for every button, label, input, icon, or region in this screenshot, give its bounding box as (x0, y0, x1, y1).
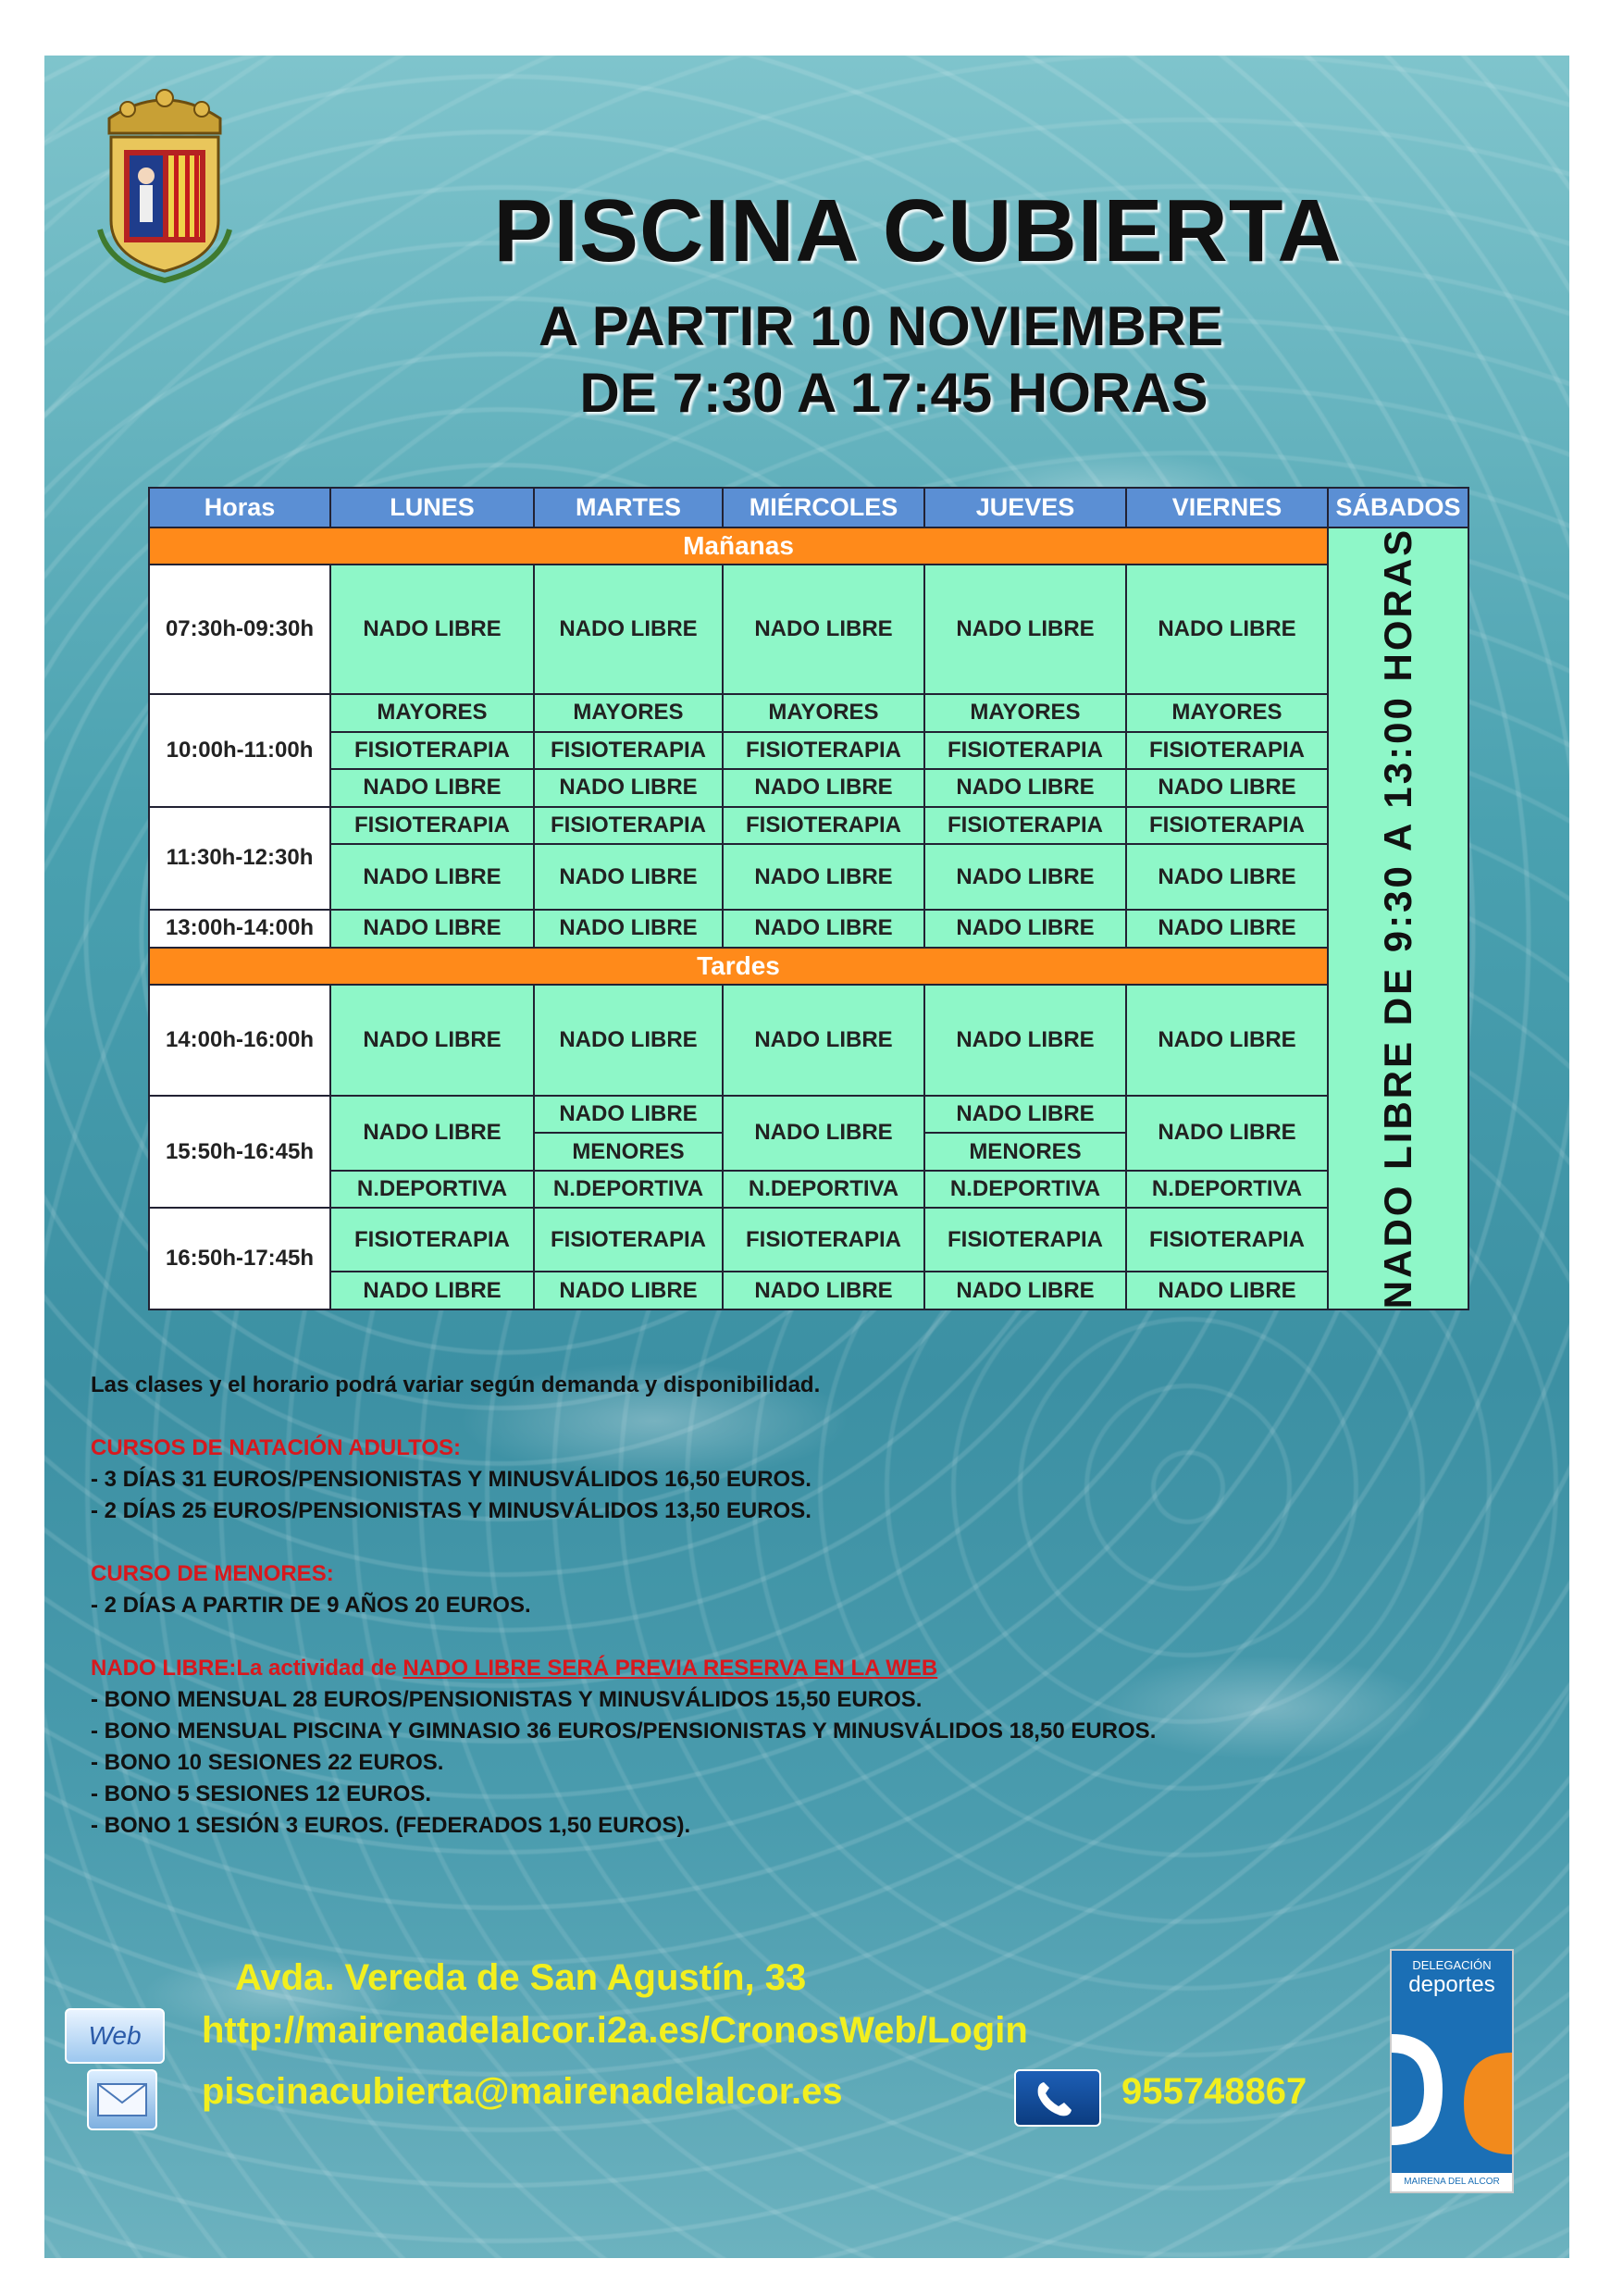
time-slot: 11:30h-12:30h (149, 807, 330, 911)
adult-courses-title: CURSOS DE NATACIÓN ADULTOS: (91, 1435, 461, 1460)
table-row (149, 1096, 1468, 1134)
activity-cell: FISIOTERAPIA (1126, 1208, 1328, 1272)
saturday-cell (1328, 527, 1468, 1309)
saturday-text: NADO LIBRE DE 9:30 A 13:00 HORAS (1376, 527, 1419, 1309)
activity-cell: NADO LIBRE (924, 769, 1126, 807)
activity-cell: NADO LIBRE (330, 985, 534, 1096)
activity-cell: N.DEPORTIVA (723, 1171, 924, 1209)
activity-cell: FISIOTERAPIA (924, 732, 1126, 770)
table-header-row (149, 488, 1468, 527)
table-row (149, 732, 1468, 770)
activity-cell: NADO LIBRE (1126, 985, 1328, 1096)
email-link[interactable]: piscinacubierta@mairenadelalcor.es (202, 2071, 843, 2112)
activity-cell: NADO LIBRE (723, 769, 924, 807)
morning-section-label: Mañanas (149, 527, 1328, 565)
activity-cell: FISIOTERAPIA (924, 807, 1126, 845)
activity-cell: NADO LIBRE (1126, 844, 1328, 910)
activity-cell: FISIOTERAPIA (534, 1208, 723, 1272)
activity-cell: FISIOTERAPIA (1126, 732, 1328, 770)
table-row (149, 910, 1468, 948)
activity-cell: NADO LIBRE (1126, 565, 1328, 694)
activity-cell: NADO LIBRE (924, 985, 1126, 1096)
activity-cell: NADO LIBRE (924, 565, 1126, 694)
activity-cell: NADO LIBRE (534, 985, 723, 1096)
activity-cell: NADO LIBRE (1126, 769, 1328, 807)
header-monday: LUNES (330, 488, 534, 527)
price-line: - BONO MENSUAL 28 EUROS/PENSIONISTAS Y MINUSVÁLIDOS 15,50 EUROS. (91, 1687, 923, 1712)
time-slot: 15:50h-16:45h (149, 1096, 330, 1209)
price-line: - BONO 10 SESIONES 22 EUROS. (91, 1750, 444, 1775)
sports-delegation-logo: DELEGACIÓN deportes MAIRENA DEL ALCOR (1390, 1949, 1514, 2193)
activity-cell: FISIOTERAPIA (924, 1208, 1126, 1272)
table-row (149, 844, 1468, 910)
activity-cell: FISIOTERAPIA (330, 807, 534, 845)
header-tuesday: MARTES (534, 488, 723, 527)
time-slot: 16:50h-17:45h (149, 1208, 330, 1309)
activity-cell: NADO LIBRE (330, 1272, 534, 1309)
activity-cell: N.DEPORTIVA (330, 1171, 534, 1209)
activity-cell: NADO LIBRE (723, 844, 924, 910)
price-line: - BONO 5 SESIONES 12 EUROS. (91, 1781, 432, 1806)
activity-cell: FISIOTERAPIA (534, 807, 723, 845)
activity-cell: MAYORES (330, 694, 534, 732)
activity-cell: FISIOTERAPIA (723, 732, 924, 770)
table-row (149, 1171, 1468, 1209)
price-line: - 3 DÍAS 31 EUROS/PENSIONISTAS Y MINUSVÁLIDOS 16,50 EUROS. (91, 1467, 812, 1492)
activity-cell: N.DEPORTIVA (1126, 1171, 1328, 1209)
logo-mark-icon (1392, 2016, 1512, 2173)
poster-background (44, 56, 1569, 2258)
envelope-icon (87, 2069, 157, 2130)
table-row (149, 694, 1468, 732)
activity-cell: MAYORES (1126, 694, 1328, 732)
header-friday: VIERNES (1126, 488, 1328, 527)
table-row (149, 1272, 1468, 1309)
activity-cell: NADO LIBRE (534, 844, 723, 910)
page-title: PISCINA CUBIERTA (493, 181, 1343, 280)
activity-cell: NADO LIBRE (723, 910, 924, 948)
website-link[interactable]: http://mairenadelalcor.i2a.es/CronosWeb/Login (202, 2010, 1028, 2051)
activity-cell: NADO LIBRE (534, 1272, 723, 1309)
schedule-table (148, 487, 1469, 1310)
activity-cell: NADO LIBRE (330, 1096, 534, 1171)
minor-courses-title: CURSO DE MENORES: (91, 1561, 334, 1586)
time-slot: 13:00h-14:00h (149, 910, 330, 948)
activity-cell: FISIOTERAPIA (330, 1208, 534, 1272)
activity-cell: MAYORES (534, 694, 723, 732)
activity-cell: FISIOTERAPIA (330, 732, 534, 770)
web-icon: Web (65, 2008, 165, 2064)
activity-cell: NADO LIBRE (1126, 1272, 1328, 1309)
activity-cell: NADO LIBRE (924, 844, 1126, 910)
activity-cell: NADO LIBRE (534, 910, 723, 948)
table-row (149, 769, 1468, 807)
activity-cell: NADO LIBRE (723, 1096, 924, 1171)
hours-subtitle: DE 7:30 A 17:45 HORAS (579, 362, 1208, 424)
activity-cell: NADO LIBRE (924, 1096, 1126, 1134)
address-text: Avda. Vereda de San Agustín, 33 (235, 1957, 807, 1998)
header-wednesday: MIÉRCOLES (723, 488, 924, 527)
activity-cell: FISIOTERAPIA (723, 1208, 924, 1272)
activity-cell: FISIOTERAPIA (1126, 807, 1328, 845)
info-section (91, 1370, 1156, 1842)
activity-cell: NADO LIBRE (1126, 1096, 1328, 1171)
reservation-note: NADO LIBRE SERÁ PREVIA RESERVA EN LA WEB (403, 1656, 938, 1681)
free-swim-title: NADO LIBRE:La actividad de NADO LIBRE SERÁ PREVIA RESERVA EN LA WEB (91, 1656, 938, 1681)
activity-cell: NADO LIBRE (924, 1272, 1126, 1309)
activity-cell: NADO LIBRE (723, 985, 924, 1096)
header-thursday: JUEVES (924, 488, 1126, 527)
activity-cell: NADO LIBRE (330, 910, 534, 948)
activity-cell: NADO LIBRE (534, 565, 723, 694)
afternoon-section-label: Tardes (149, 948, 1328, 986)
activity-cell: MENORES (924, 1133, 1126, 1171)
price-line: - 2 DÍAS 25 EUROS/PENSIONISTAS Y MINUSVÁLIDOS 13,50 EUROS. (91, 1498, 812, 1523)
phone-number: 955748867 (1121, 2071, 1307, 2112)
activity-cell: FISIOTERAPIA (723, 807, 924, 845)
table-row (149, 807, 1468, 845)
activity-cell: NADO LIBRE (534, 769, 723, 807)
activity-cell: MAYORES (924, 694, 1126, 732)
time-slot: 07:30h-09:30h (149, 565, 330, 694)
schedule-note: Las clases y el horario podrá variar según demanda y disponibilidad. (91, 1372, 821, 1397)
time-slot: 14:00h-16:00h (149, 985, 330, 1096)
activity-cell: N.DEPORTIVA (924, 1171, 1126, 1209)
price-line: - 2 DÍAS A PARTIR DE 9 AÑOS 20 EUROS. (91, 1593, 531, 1618)
header-saturday: SÁBADOS (1328, 488, 1468, 527)
telephone-icon (1014, 2069, 1101, 2127)
time-slot: 10:00h-11:00h (149, 694, 330, 807)
activity-cell: NADO LIBRE (330, 844, 534, 910)
activity-cell: NADO LIBRE (924, 910, 1126, 948)
table-row (149, 985, 1468, 1096)
activity-cell: MAYORES (723, 694, 924, 732)
activity-cell: NADO LIBRE (330, 769, 534, 807)
activity-cell: NADO LIBRE (723, 565, 924, 694)
price-line: - BONO MENSUAL PISCINA Y GIMNASIO 36 EUROS/PENSIONISTAS Y MINUSVÁLIDOS 18,50 EUROS. (91, 1719, 1157, 1744)
activity-cell: NADO LIBRE (534, 1096, 723, 1134)
start-date-subtitle: A PARTIR 10 NOVIEMBRE (538, 295, 1224, 357)
header-hours: Horas (149, 488, 330, 527)
activity-cell: NADO LIBRE (330, 565, 534, 694)
price-line: - BONO 1 SESIÓN 3 EUROS. (FEDERADOS 1,50 EUROS). (91, 1813, 691, 1838)
table-row (149, 565, 1468, 694)
activity-cell: NADO LIBRE (1126, 910, 1328, 948)
activity-cell: NADO LIBRE (723, 1272, 924, 1309)
activity-cell: N.DEPORTIVA (534, 1171, 723, 1209)
activity-cell: FISIOTERAPIA (534, 732, 723, 770)
activity-cell: MENORES (534, 1133, 723, 1171)
table-row (149, 1208, 1468, 1272)
